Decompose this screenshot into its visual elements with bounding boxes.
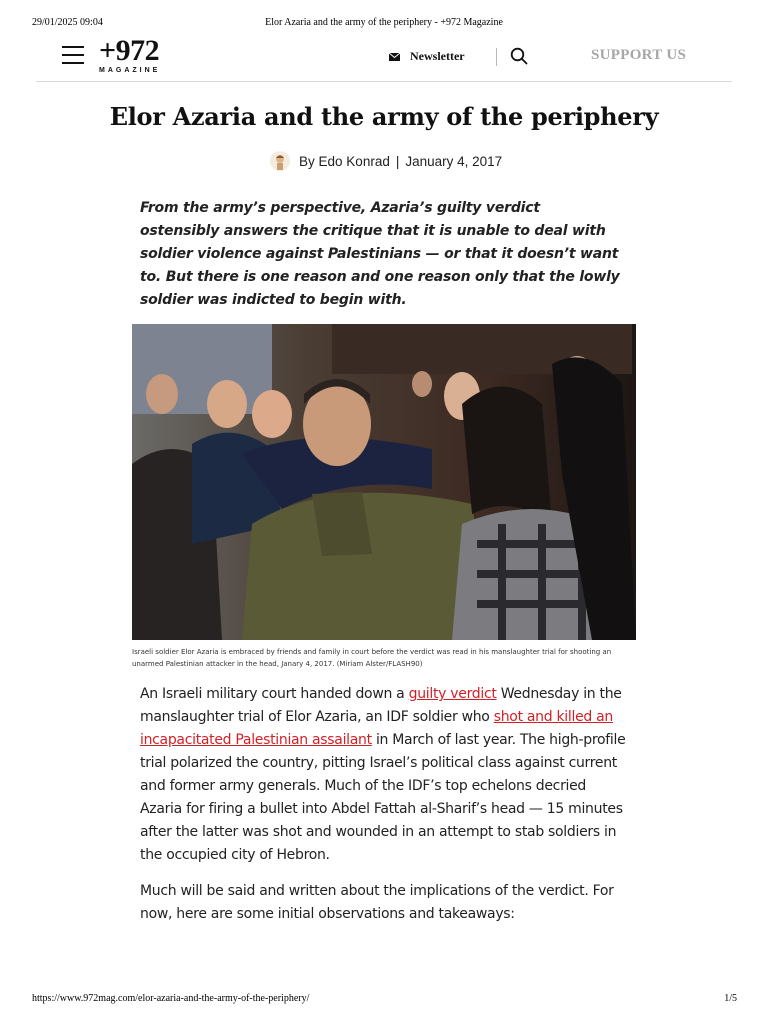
paragraph-text: Wednesday in the manslaughter trial of Elor Azaria, an IDF soldier who [140,686,622,725]
site-header [36,32,732,82]
envelope-icon [389,53,400,61]
support-us-button[interactable]: SUPPORT US [591,47,687,63]
article-title: Elor Azaria and the army of the periphery [109,102,659,131]
photo-illustration [132,324,636,640]
newsletter-label: Newsletter [410,49,465,63]
print-page-number: 1/5 [724,993,737,1004]
print-footer [0,993,768,1007]
header-divider [496,48,497,66]
site-logo[interactable] [99,36,179,76]
hamburger-icon[interactable] [62,46,84,64]
byline-separator: | [395,153,400,169]
article-photo [132,324,636,640]
author-avatar-illustration [270,151,290,171]
photo-caption: Israeli soldier Elor Azaria is embraced by friends and family in court before the verdict was read in his manslaughter trial for shooting an unarmed Palestinian attacker in the head, Janary 4, 2017. (Miriam Alster/FLASH90) [132,648,612,668]
byline-prefix: By [299,153,315,169]
print-page-title: Elor Azaria and the army of the periphery - +972 Magazine [265,17,503,28]
newsletter-link[interactable] [389,49,465,64]
paragraph-text: An Israeli military court handed down a [140,686,409,702]
logo-sub-text: MAGAZINE [99,67,161,74]
guilty-verdict-link[interactable]: guilty verdict [408,686,497,702]
shot-and-killed-link[interactable]: shot and killed an incapacitated Palestinian assailant [140,709,613,748]
print-header [0,15,768,31]
byline [270,150,502,172]
author-link[interactable]: Edo Konrad [318,153,390,169]
print-url: https://www.972mag.com/elor-azaria-and-the-army-of-the-periphery/ [32,993,310,1004]
publish-date: January 4, 2017 [405,153,503,169]
author-avatar[interactable] [270,151,290,171]
print-datetime: 29/01/2025 09:04 [32,17,103,28]
logo-main-text: +972 [99,34,160,67]
search-icon[interactable] [510,47,528,65]
article-paragraph: Much will be said and written about the implications of the verdict. For now, here are some initial observations and takeaways: [140,883,614,922]
article-paragraph [140,683,630,867]
article-dek: From the army’s perspective, Azaria’s guilty verdict ostensibly answers the critique that it is unable to deal with soldier violence against Palestinians — or that it doesn’t want to. But there is one reason and one reason only that the lowly soldier was indicted to begin with. [140,200,620,308]
paragraph-text: in March of last year. The high-profile trial polarized the country, pitting Israel’s political class against current and former army generals. Much of the IDF’s top echelons decried Azaria for firing a bullet into Abdel Fattah al-Sharif’s head — 15 minutes after the latter was shot and wounded in an attempt to stab soldiers in the occupied city of Hebron. [140,732,626,863]
